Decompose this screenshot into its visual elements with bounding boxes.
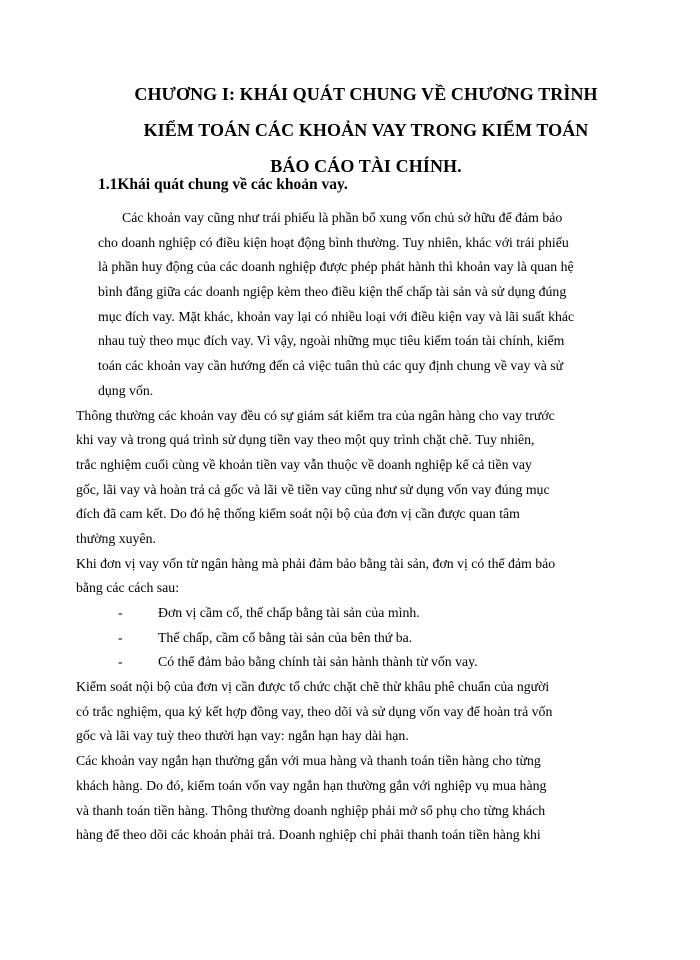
title-line: CHƯƠNG I: KHÁI QUÁT CHUNG VỀ CHƯƠNG TRÌNH [134, 84, 598, 104]
paragraph-1 [98, 206, 663, 404]
text-line: mục đích vay. Mặt khác, khoản vay lại có nhiều loại với điều kiện vay và lãi suất khác [98, 308, 575, 324]
text-line: Khi đơn vị vay vốn từ ngân hàng mà phải đảm bảo bằng tài sản, đơn vị có thể đảm bảo [76, 555, 556, 571]
text-line: hàng để theo dõi các khoản phải trả. Doanh nghiệp chỉ phải thanh toán tiền hàng khi [76, 827, 541, 843]
chapter-title [60, 76, 672, 184]
text-line: gốc, lãi vay và hoàn trả cả gốc và lãi về tiền vay cũng như sử dụng vốn vay đúng mục [76, 481, 550, 497]
bullet-text: Đơn vị cầm cố, thế chấp bằng tài sản của mình. [158, 605, 420, 620]
text-line: dụng vốn. [98, 382, 154, 398]
text-line: cho doanh nghiệp có điều kiện hoạt động bình thường. Tuy nhiên, khác với trái phiếu [98, 234, 569, 250]
text-line: gốc và lãi vay tuỳ theo thười hạn vay: ngắn hạn hay dài hạn. [76, 728, 409, 744]
text-line: có trắc nghiệm, qua ký kết hợp đồng vay, theo dõi và sử dụng vốn vay để hoàn trả vốn [76, 703, 553, 719]
paragraph-4 [76, 675, 663, 749]
body-text [76, 206, 663, 848]
paragraph-5 [76, 749, 663, 848]
text-line: đích đã cam kết. Do đó hệ thống kiểm soát nội bộ của đơn vị cần được quan tâm [76, 506, 520, 522]
bullet-dash: - [118, 629, 123, 645]
text-line: Các khoản vay ngắn hạn thường gắn với mua hàng và thanh toán tiền hàng cho từng [76, 753, 541, 769]
bullet-dash: - [118, 654, 123, 670]
paragraph-2 [76, 404, 663, 552]
text-line: nhau tuỳ theo mục đích vay. Vì vậy, ngoài những mục tiêu kiểm toán tài chính, kiểm [98, 333, 565, 349]
text-line: Kiểm soát nội bộ của đơn vị cần được tổ chức chặt chẽ thừ khâu phê chuẩn của người [76, 679, 550, 695]
text-line: và thanh toán tiền hàng. Thông thường doanh nghiệp phải mở sổ phụ cho từng khách [76, 802, 546, 818]
text-line: khách hàng. Do đó, kiểm toán vốn vay ngắn hạn thường gắn với nghiệp vụ mua hàng [76, 777, 547, 793]
text-line: toán các khoản vay cần hướng đến cả việc tuân thủ các quy định chung về vay và sử [98, 358, 564, 374]
text-line: Các khoản vay cũng như trái phiếu là phần bổ xung vốn chủ sở hữu để đảm bảo [122, 210, 563, 225]
section-heading: 1.1Khái quát chung về các khoản vay. [98, 176, 348, 193]
bullet-text: Thế chấp, cầm cố bằng tài sản của bên thứ ba. [158, 629, 413, 645]
text-line: bình đẳng giữa các doanh ngiệp kèm theo điều kiện thế chấp tài sản và sử dụng đúng [98, 284, 567, 300]
bullet-list [98, 601, 663, 675]
bullet-dash: - [118, 605, 123, 620]
text-line: bằng các cách sau: [76, 580, 180, 596]
bullet-item [98, 601, 663, 626]
text-line: khi vay và trong quá trình sử dụng tiền vay theo một quy trình chặt chẽ. Tuy nhiên, [76, 432, 535, 448]
text-line: trắc nghiệm cuối cùng về khoản tiền vay vẫn thuộc về doanh nghiệp kể cả tiền vay [76, 456, 532, 472]
bullet-item [98, 626, 663, 651]
bullet-text: Có thể đảm bảo bằng chính tài sản hành thành từ vốn vay. [158, 654, 478, 670]
bullet-item [98, 650, 663, 675]
text-line: là phần huy động của các doanh nghiệp được phép phát hành thì khoản vay là quan hệ [98, 259, 574, 275]
title-line: BÁO CÁO TÀI CHÍNH. [270, 156, 462, 176]
title-line: KIỂM TOÁN CÁC KHOẢN VAY TRONG KIỂM TOÁN [143, 120, 589, 140]
text-line: thường xuyên. [76, 530, 156, 546]
text-line: Thông thường các khoản vay đều có sự giám sát kiểm tra của ngân hàng cho vay trước [76, 407, 555, 423]
paragraph-3 [76, 552, 663, 601]
